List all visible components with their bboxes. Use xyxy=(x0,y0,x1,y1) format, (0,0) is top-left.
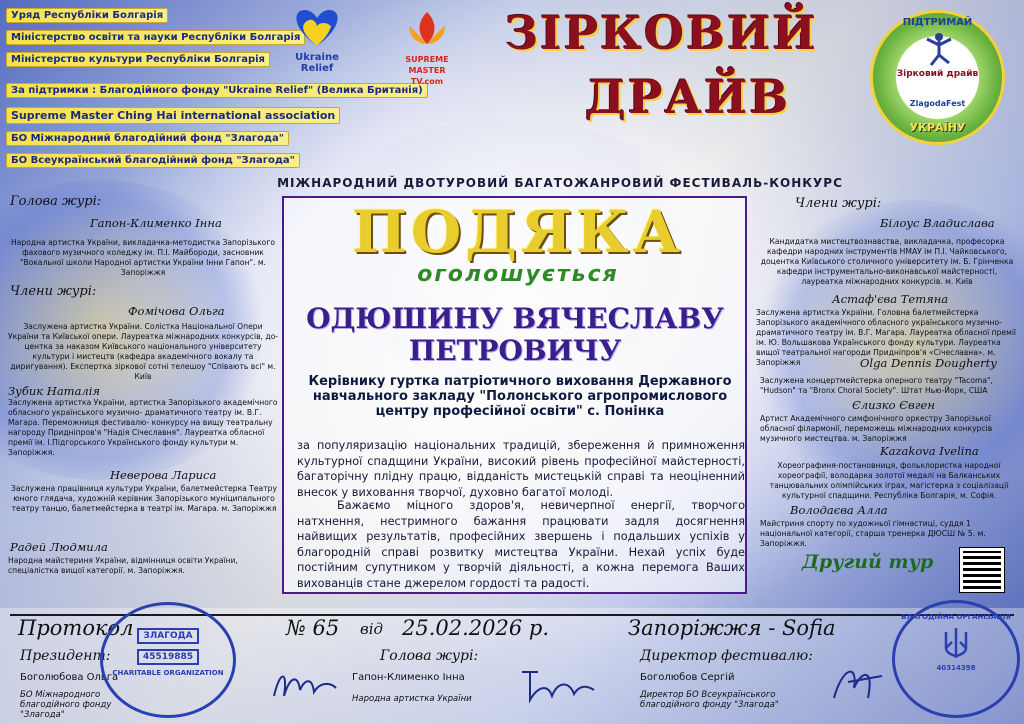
festival-title-line2: ДРАЙВ xyxy=(585,70,791,124)
president-label: Президент: xyxy=(20,648,111,664)
jury-member-desc: Хореографиня-постановниця, фольклористка народної хореографії, володарка золотої медалі на Балканських танцювальних олімпійських іграх, магістерка з соціалізації культурної спадщини. Республіка Болгарія, м. Софія. xyxy=(769,461,1009,500)
director-signature xyxy=(828,658,888,713)
jury-member-name: Єлизко Євген xyxy=(852,398,935,412)
jury-member-name: Білоус Владислава xyxy=(880,216,995,230)
protocol-label: Протокол xyxy=(18,616,134,640)
jury-member-name: Неверова Лариса xyxy=(110,468,217,482)
recipient-name-line2: ПЕТРОВИЧУ xyxy=(408,334,622,367)
round-label: Другий тур xyxy=(802,551,934,573)
jury-chair-name: Гапон-Клименко Інна xyxy=(90,216,222,230)
header-edu-ministry: Міністерство освіти та науки Республіки Болгарія xyxy=(6,30,305,45)
recipient-role: Керівнику гуртка патріотичного виховання Державного навчального закладу "Полонського агропромислового центру професійної освіти" с. Понінка xyxy=(308,374,732,419)
jury-member-name: Зубик Наталія xyxy=(8,384,101,398)
jury-member-desc: Артист Академічного симфонічного оркестру Запорізької обласної філармонії, переможець міжнародних конкурсів музичного мистецтва. м. Запоріжжя xyxy=(760,414,993,443)
organization-stamp-left: ЗЛАГОДА 45519885 CHARITABLE ORGANIZATION xyxy=(100,602,236,718)
jury-member-name: Володаєва Алла xyxy=(790,503,888,517)
chair-signature xyxy=(518,666,598,711)
heart-icon xyxy=(287,6,347,48)
president-desc: БО Міжнародного благодійного фонду "Злагода" xyxy=(20,690,112,720)
header-ukr-fund: БО Всеукраїнський благодійний фонд "Злагода" xyxy=(6,153,300,168)
qr-code[interactable] xyxy=(960,548,1004,592)
header-culture-ministry: Міністерство культури Республіки Болгарія xyxy=(6,52,270,67)
jury-member-desc: Майстриня спорту по художньої гімнастиці, суддя 1 національної категорії, старша тренерка ДЮСШ № 5. м. Запоріжжя. xyxy=(760,519,986,548)
supreme-master-logo: SUPREME MASTER TV.com xyxy=(392,6,462,87)
jury-members-heading-left: Члени журі: xyxy=(10,284,97,299)
jury-member-desc: Заслужена артистка України. Солістка Національної Опери України та Київської опери. Лауреатка міжнародних конкурсів, до-центка за наказом Київського національного університету культури і мистецтв (кафедра академічного вокалу та диригування). Експертка зіркової сотні телешоу "Співають всі" м. Київ xyxy=(8,322,279,381)
certificate-heading: ПОДЯКА xyxy=(351,198,684,266)
jury-member-desc: Народна майстериня України, відмінниця освіти України, спеціалістка вищої категорії. м. Запоріжжя. xyxy=(8,556,238,575)
jury-member-desc: Заслужена працівниця культури України, балетмейстерка Театру юного глядача, художній керівник Запорізького муніципального театру танцю, балетмейстерка в театрі ім. Магара. м. Запоріжжя xyxy=(11,484,277,513)
festival-subtitle: МІЖНАРОДНИЙ ДВОТУРОВИЙ БАГАТОЖАНРОВИЙ ФЕСТИВАЛЬ-КОНКУРС xyxy=(277,176,843,190)
festival-title-line1: ЗІРКОВИЙ xyxy=(505,6,819,60)
wishes-paragraph: Бажаємо міцного здоров'я, невичерпної енергії, творчого натхнення, нестримного бажання працювати задля досягнення найвищих результатів, професійних звершень і подальших успіхів у благородній справі розвитку мистецтва України. Нехай успіх буде постійним супутником у творчій діяльності, а кожна перемога Ваших вихованців стане джерелом гордості та радості. xyxy=(297,499,745,590)
lotus-icon xyxy=(399,6,455,50)
chair-desc: Народна артистка України xyxy=(352,694,472,704)
jury-member-name: Olga Dennis Dougherty xyxy=(860,356,997,370)
announced-text: оголошується xyxy=(417,262,619,287)
jury-member-name: Фомічова Ольга xyxy=(128,304,225,318)
jury-member-name: Радей Людмила xyxy=(10,540,108,554)
header-gov: Уряд Республіки Болгарія xyxy=(6,8,168,23)
support-ukraine-badge: ПІДТРИМАЙ Зірковий драйв ZlagodaFest УКРАЇНУ xyxy=(870,10,1005,145)
header-supreme-master: Supreme Master Ching Hai international association xyxy=(6,107,340,124)
jury-members-heading-right: Члени журі: xyxy=(795,196,882,211)
dancer-icon xyxy=(921,31,957,67)
recipient-name-line1: ОДЮШИНУ ВЯЧЕСЛАВУ xyxy=(306,302,724,335)
jury-member-desc: Заслужена артистка України. Головна балетмейстерка Запорізького академічного обласного українського музично-драматичного театру ім. В.Г. Магара. Лауреатка обласної премії ім. Ю. Вольшакова Українського фонду культури. Лауреатка вищої театральної нагороди Придніпров'я «Січеславна». м. Запоріжжя xyxy=(756,308,1017,367)
ukraine-relief-logo: Ukraine Relief xyxy=(285,6,349,74)
header-support: За підтримки : Благодійного фонду "Ukraine Relief" (Велика Британія) xyxy=(6,83,428,98)
president-signature xyxy=(270,666,340,711)
jury-member-desc: Заслужена концертмейстерка оперного театру "Tacoma", "Hudson" та "Bronx Choral Society". Штат Нью-Йорк, США xyxy=(760,376,993,395)
date-prefix: від xyxy=(360,620,384,638)
organization-stamp-right: БЛАГОДІЙНА ОРГАНІЗАЦІЯ 40314398 xyxy=(892,600,1020,718)
jury-chair-desc: Народна артистка України, викладачка-методистка Запорізького фахового музичного коледжу ім. П.І. Майбороди, засновник "Вокальної школи Народної артистки України Інни Гапон". м. Запоріжжя xyxy=(11,238,275,277)
jury-member-desc: Заслужена артистка України, артистка Запорізького академічного обласного українського музично- драматичного театру ім. В.Г. Магара. Переможниця фестивалю- конкурсу на вищу театральну нагороду Придніпров'я "Надія Січеславня". Лауреатка обласної премії ім. І.Підгорського Українського фонду культури м. Запоріжжя. xyxy=(8,398,278,457)
jury-member-name: Астаф'єва Тетяна xyxy=(832,292,949,306)
director-desc: Директор БО Всеукраїнського благодійного фонду "Злагода" xyxy=(640,690,779,710)
protocol-number: № 65 xyxy=(286,616,340,640)
chair-name: Гапон-Клименко Інна xyxy=(352,672,465,683)
president-name: Боголюбова Ольга xyxy=(20,672,119,683)
chair-label: Голова журі: xyxy=(380,648,479,664)
jury-chair-heading: Голова журі: xyxy=(10,194,102,209)
trident-icon xyxy=(942,626,970,660)
protocol-city: Запоріжжя - Sofia xyxy=(628,616,836,640)
jury-member-desc: Кандидатка мистецтвознавства, викладачка, професорка кафедри народних інструментів НМАУ ім П.І. Чайковського, доцентка Київського столичного університету ім. Б. Грінченка кафедри інструментально-виконавської майстерності, лауреатка міжнародних конкурсів. м. Київ xyxy=(760,237,1014,286)
jury-member-name: Kazakova Ivelina xyxy=(880,444,979,458)
director-label: Директор фестивалю: xyxy=(640,648,813,664)
director-name: Боголюбов Сергій xyxy=(640,672,735,683)
header-intl-fund: БО Міжнародний благодійний фонд "Злагода" xyxy=(6,131,289,146)
gratitude-paragraph: за популяризацію національних традицій, збереження й примноження культурної спадщини України, високий рівень професійної майстерності, багаторічну плідну працю, відданість мистецькій справі та неоціненний внесок у виховання творчої, духовно багатої молоді. xyxy=(297,439,745,499)
protocol-date: 25.02.2026 р. xyxy=(402,616,550,640)
